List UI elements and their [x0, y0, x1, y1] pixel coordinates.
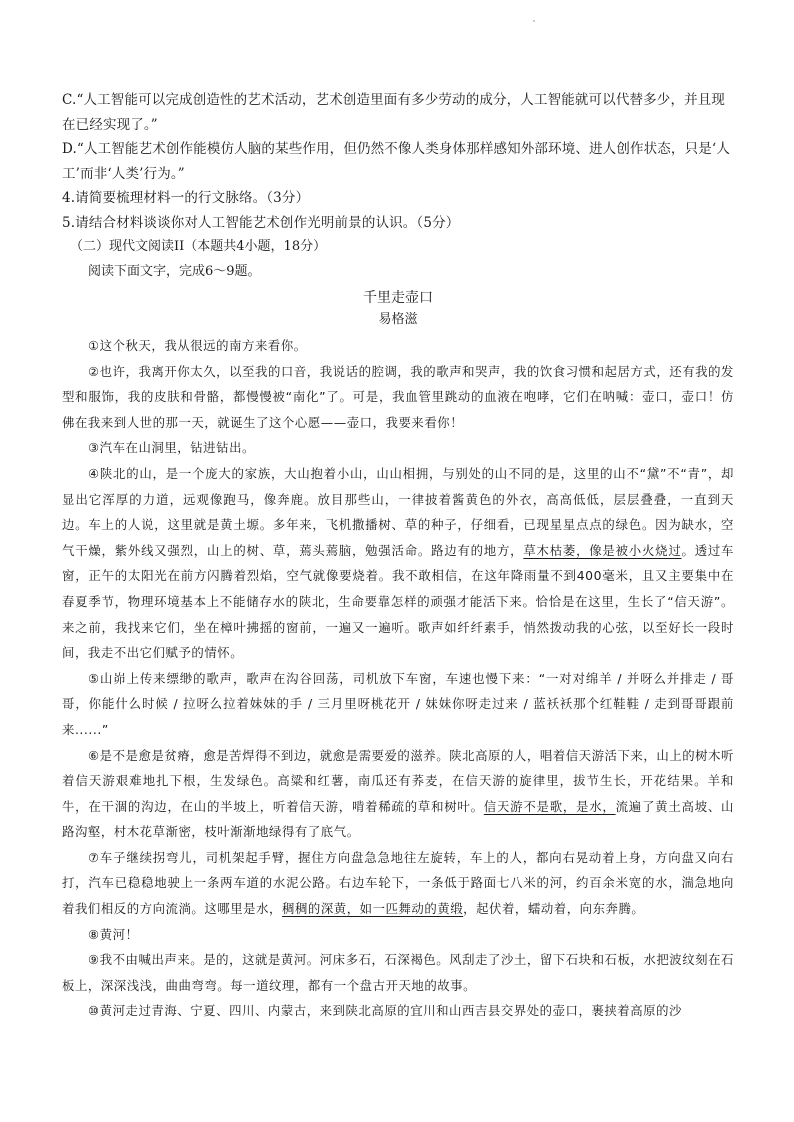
paragraph-9: ⑨我不由喊出声来。是的，这就是黄河。河床多石，石深褐色。风刮走了沙土，留下石块和石板，水把波纹刻在石板上，深深浅浅，曲曲弯弯。每一道纹理，都有一个盘古开天地的故事。 [62, 952, 734, 993]
paragraph-10: ⑩黄河走过青海、宁夏、四川、内蒙古，来到陕北高原的宜川和山西吉县交界处的壶口，裹挟着高原的沙 [88, 1003, 682, 1019]
paragraph-4-text-b: 。透过车窗，正午的太阳光在前方闪腾着烈焰，空气就像要烧着。我不敢相信，在这年降雨量不到400毫米，且又主要集中在春夏季节，物理环境基本上不能储存水的陕北，生命要靠怎样的顽强才能活下来。恰恰是在这里，生长了“信天游”。来之前，我找来它们，坐在樟叶拂摇的窗前，一遍又一遍听。歌声如纤纤素手，悄然拨动我的心弦，以至好长一段时间，我走不出它们赋予的情怀。 [62, 542, 734, 661]
question-5: 5.请结合材料谈谈你对人工智能艺术创作光明前景的认识。（5分） [62, 214, 460, 231]
underlined-phrase-yellow-satin: 稠稠的深黄，如一匹舞动的黄缎 [282, 901, 464, 917]
document-page [62, 88, 734, 1024]
paragraph-6-text-a: ⑥是不是愈是贫瘠，愈是苦焊得不到边，就愈是需要爱的滋养。陕北高原的人，唱着信天游活下来，山上的树木听着信天游艰难地扎下根，生发绿色。高粱和红薯，南瓜还有荞麦，在信天游的旋律里，拔节生长，开花结果。羊和牛，在干涸的沟边，在山的半坡上，听着信天游，啃着稀疏的草和树叶。 [62, 747, 734, 814]
paragraph-6 [62, 743, 734, 845]
question-4: 4.请简要梳理材料一的行文脉络。（3分） [62, 190, 310, 206]
paragraph-6-text-b: 流遍了黄土高坡、山路沟壑，村木花草渐密，枝叶渐渐地绿得有了底气。 [62, 798, 734, 840]
underlined-phrase-scorched-plants: 草木枯萎，像是被小火烧过 [523, 542, 682, 558]
paragraph-7-text-b: ，起伏着，蠕动着，向东奔腾。 [463, 901, 645, 917]
paragraph-7-text-a: ⑦车子继续拐弯儿，司机架起手臂，握住方向盘急急地往左旋转，车上的人，都向右晃动着上身，方向盘又向右打，汽车已稳稳地驶上一条两车道的水泥公路。右边车轮下，一条低于路面七八米的河，约百余米宽的水，湍急地向着我们相反的方向流淌。这哪里是水， [62, 849, 734, 917]
scan-dot [533, 20, 535, 22]
option-c: C.“人工智能可以完成创造性的艺术活动，艺术创造里面有多少劳动的成分，人工智能就可以代替多少，并且现在已经实现了。” [62, 92, 726, 133]
paragraph-1: ①这个秋天，我从很远的南方来看你。 [88, 338, 307, 353]
option-d: D.“人工智能艺术创作能模仿人脑的某些作用，但仍然不像人类身体那样感知外部环境、进人创作状态，只是‘人工’而非‘人类’行为。” [62, 141, 730, 182]
paragraph-4-text-a: ④陕北的山，是一个庞大的家族，大山抱着小山，山山相拥，与别处的山不同的是，这里的山不“黛”不“青”，却显出它浑厚的力道，远观像跑马，像奔鹿。放目那些山，一律披着酱黄色的外衣，高高低低，层层叠叠，一直到天边。车上的人说，这里就是黄土塬。多年来，飞机撒播树、草的种子，仔细看，已现星星点点的绿色。因为缺水，空气干燥，紫外线又强烈，山上的树、草，蔫头蔫脑，勉强活命。路边有的地方， [62, 465, 734, 558]
paragraph-8: ⑧黄河！ [88, 926, 139, 942]
section-heading: （二）现代文阅读II（本题共4小题，18分） [70, 239, 327, 254]
paragraph-3: ③汽车在山洞里，钻进钻出。 [88, 440, 255, 456]
article-author: 易格滋 [378, 312, 418, 327]
reading-instruction: 阅读下面文字，完成6～9题。 [88, 264, 261, 279]
paragraph-4 [62, 461, 734, 666]
underlined-phrase-xintianyou-water: 信天游不是歌，是水， [483, 798, 616, 814]
paragraph-7 [62, 845, 734, 922]
paragraph-5: ⑤山峁上传来缥缈的歌声，歌声在沟谷回荡，司机放下车窗，车速也慢下来：“一对对绵羊 / 并呀么并排走 / 哥哥，你能什么时候 / 拉呀么拉着妹妹的手 / 三月里呀桃花开 / 妹妹你呀走过来 / 蓝袄袄那个红鞋鞋 / 走到哥哥跟前来......” [62, 670, 734, 737]
paragraph-2: ②也许，我离开你太久，以至我的口音，我说话的腔调，我的歌声和哭声，我的饮食习惯和起居方式，还有我的发型和服饰，我的皮肤和骨骼，都慢慢被“南化”了。可是，我血管里跳动的血液在咆哮，它们在呐喊：壶口，壶口！仿佛在我来到人世的那一天，就诞生了这个心愿——壶口，我要来看你！ [62, 363, 734, 430]
article-title: 千里走壶口 [363, 290, 433, 306]
